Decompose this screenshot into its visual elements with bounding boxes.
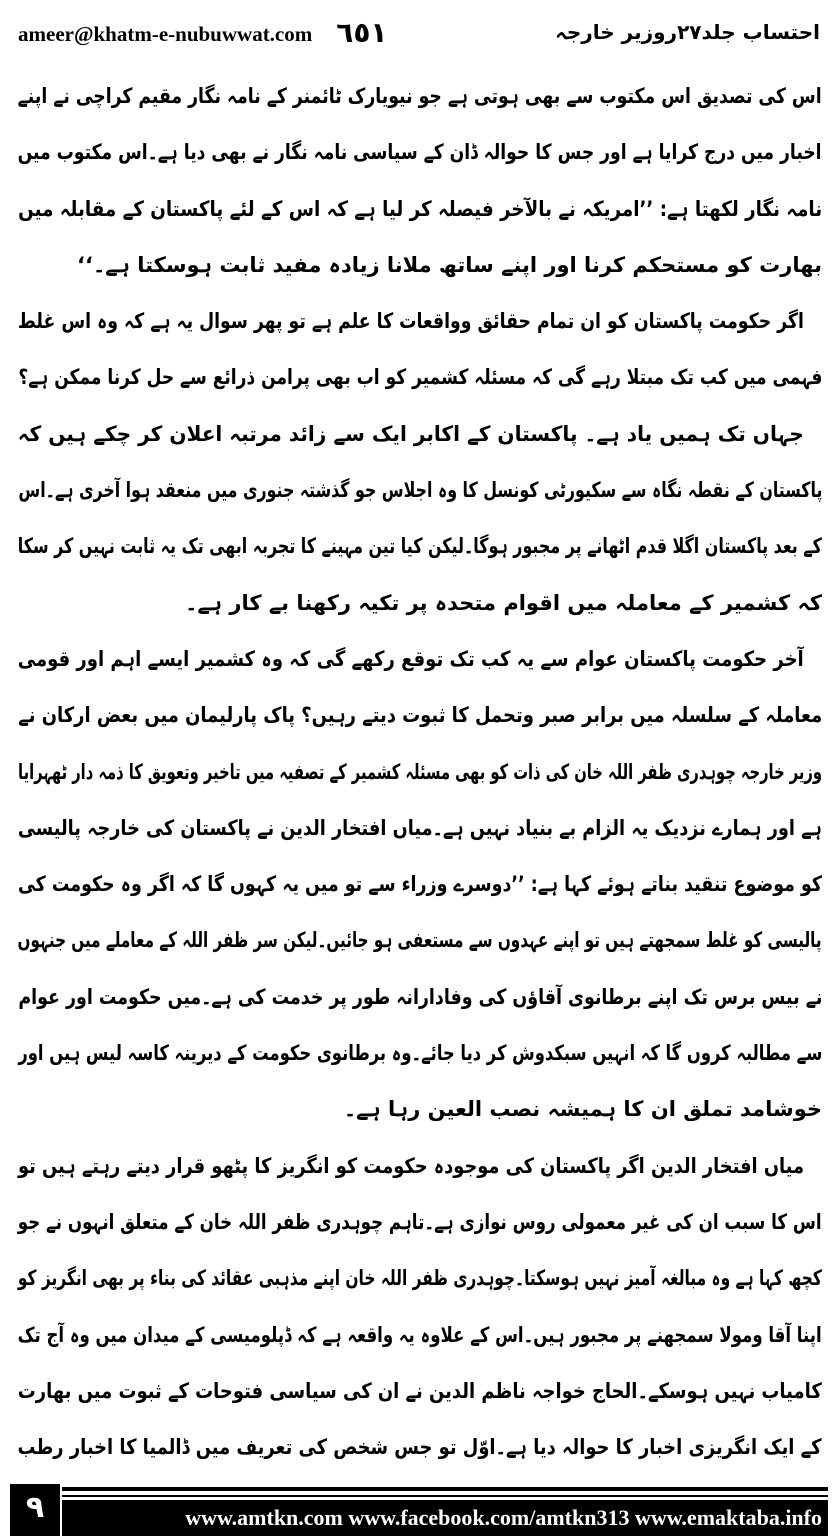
page-body: [18, 68, 822, 1475]
text-line: [18, 349, 822, 405]
text-line: [18, 1363, 822, 1419]
text-line-content: آخر حکومت پاکستان عوام سے یہ کب تک توقع رکھے گی کہ وہ کشمیر ایسے اہم اور قومی: [17, 646, 804, 671]
text-line: [18, 1025, 822, 1081]
text-line: [18, 124, 822, 180]
text-line-content: ہے اور ہمارے نزدیک یہ الزام بے بنیاد نہیں ہے۔میاں افتخار الدین نے پاکستان کی خارجہ پالیسی: [17, 815, 822, 840]
text-line: [18, 406, 822, 462]
text-line-content: سے مطالبہ کروں گا کہ انہیں سبکدوش کر دیا جائے۔وہ برطانوی حکومت کے دیرینہ کاسہ لیس ہیں اور: [18, 1041, 822, 1066]
text-line-content: اخبار میں درج کرایا ہے اور جس کا حوالہ ڈان کے سیاسی نامہ نگار نے بھی دیا ہے۔اس مکتوب میں: [18, 140, 822, 165]
text-line: [18, 800, 822, 856]
text-line-content: کے بعد پاکستان اگلا قدم اٹھانے پر مجبور ہوگا۔لیکن کیا تین مہینے کا تجربہ ابھی تک یہ ثابت نہیں کر سکا: [17, 534, 822, 559]
text-line: [18, 181, 822, 237]
text-line-content: وزیر خارجہ چوہدری ظفر اللہ خان کی ذات کو بھی مسئلہ کشمیر کے تصفیہ میں تاخیر وتعویق کا ذمہ دار ٹھہرایا: [18, 759, 822, 784]
text-line-content: معاملہ کے سلسلہ میں برابر صبر وتحمل کا ثبوت دیتے رہیں؟ پاک پارلیمان میں بعض ارکان نے: [17, 703, 822, 728]
text-line: [18, 1419, 822, 1475]
text-line-content: پالیسی کو غلط سمجھتے ہیں تو اپنے عہدوں سے مستعفی ہو جائیں۔لیکن سر ظفر اللہ کے معاملے میں جنہوں: [17, 928, 822, 953]
text-line-content: کو موضوع تنقید بناتے ہوئے کہا ہے: ’’دوسرے وزراء سے تو میں یہ کہوں گا کہ اگر وہ حکومت کی: [17, 872, 822, 897]
text-line: [18, 575, 822, 631]
text-line-content: کچھ کہا ہے وہ مبالغہ آمیز نہیں ہوسکتا۔چوہدری ظفر اللہ خان اپنے مذہبی عقائد کی بناء پر بھی انگریز کو: [17, 1266, 822, 1291]
text-line: [18, 237, 822, 293]
text-line: [18, 912, 822, 968]
footer-section-number: ٩: [10, 1484, 60, 1536]
text-line: [18, 462, 822, 518]
footer-rule: [62, 1487, 828, 1491]
book-title: احتساب جلد۲۷روزیر خارجہ: [555, 20, 820, 44]
text-line-content: میاں افتخار الدین اگر پاکستان کی موجودہ حکومت کو انگریز کا پٹھو قرار دیتے رہتے ہیں تو: [18, 1153, 804, 1178]
text-line-content: بھارت کو مستحکم کرنا اور اپنے ساتھ ملانا زیادہ مفید ثابت ہوسکتا ہے۔‘‘: [77, 252, 822, 277]
text-line: [18, 1138, 822, 1194]
text-line-content: کامیاب نہیں ہوسکے۔الحاج خواجہ ناظم الدین نے ان کی سیاسی فتوحات کے ثبوت میں بھارت: [18, 1378, 822, 1403]
text-line: [18, 856, 822, 912]
text-line: [18, 293, 822, 349]
text-line: [18, 1307, 822, 1363]
page-number: ٦٥١: [336, 16, 388, 49]
header-email: ameer@khatm-e-nubuwwat.com: [18, 22, 313, 46]
text-line: [18, 1250, 822, 1306]
text-line-content: اس کا سبب ان کی غیر معمولی روس نوازی ہے۔تاہم چوہدری ظفر اللہ خان کے متعلق انہوں نے جو: [18, 1209, 822, 1234]
text-line-content: نامہ نگار لکھتا ہے: ’’امریکہ نے بالآخر فیصلہ کر لیا ہے کہ اس کے لئے پاکستان کے مقابلہ میں: [18, 196, 822, 221]
text-line-content: کہ کشمیر کے معاملہ میں اقوام متحدہ پر تکیہ رکھنا بے کار ہے۔: [185, 590, 822, 615]
text-line-content: اگر حکومت پاکستان کو ان تمام حقائق وواقعات کا علم ہے تو پھر سوال یہ ہے کہ وہ اس غلط: [18, 309, 804, 334]
text-line: [18, 1194, 822, 1250]
footer-rule: [62, 1495, 828, 1497]
text-line-content: خوشامد تملق ان کا ہمیشہ نصب العین رہا ہے۔: [343, 1097, 822, 1122]
text-line: [18, 969, 822, 1025]
text-line-content: جہاں تک ہمیں یاد ہے۔ پاکستان کے اکابر ایک سے زائد مرتبہ اعلان کر چکے ہیں کہ: [18, 421, 804, 446]
text-line: [18, 1081, 822, 1137]
text-line-content: فہمی میں کب تک مبتلا رہے گی کہ مسئلہ کشمیر کو اب بھی پرامن ذرائع سے حل کرنا ممکن ہے؟: [18, 365, 822, 390]
text-line: [18, 68, 822, 124]
footer-links: www.amtkn.com www.facebook.com/amtkn313 www.emaktaba.info: [62, 1500, 828, 1536]
text-line-content: پاکستان کے نقطہ نگاہ سے سکیورٹی کونسل کا وہ اجلاس جو گذشتہ جنوری میں منعقد ہوا آخری ہے۔اس: [18, 478, 822, 503]
text-line: [18, 687, 822, 743]
text-line-content: اس کی تصدیق اس مکتوب سے بھی ہوتی ہے جو نیویارک ٹائمنر کے نامہ نگار مقیم کراچی نے اپنے: [18, 84, 822, 108]
text-line: [18, 744, 822, 800]
text-line: [18, 518, 822, 574]
text-line: [18, 631, 822, 687]
text-line-content: نے بیس برس تک اپنے برطانوی آقاؤں کی وفادارانہ طور پر خدمت کی ہے۔میں حکومت اور عوام: [18, 984, 822, 1009]
text-line-content: کے ایک انگریزی اخبار کا حوالہ دیا ہے۔اوّل تو جس شخص کی تعریف میں ڈالمیا کا اخبار رطب: [18, 1435, 822, 1460]
text-line-content: اپنا آقا ومولا سمجھنے پر مجبور ہیں۔اس کے علاوہ یہ واقعہ ہے کہ ڈپلومیسی کے میدان میں وہ آج تک: [17, 1322, 822, 1347]
